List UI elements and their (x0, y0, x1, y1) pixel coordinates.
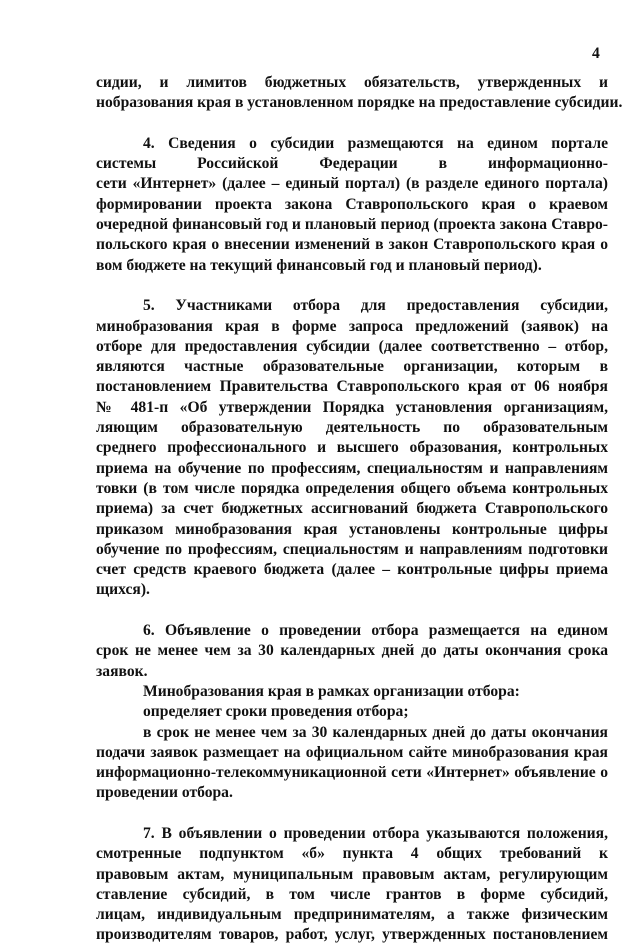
text-line: среднего профессионального и высшего образования, контрольных (96, 439, 608, 457)
text-line: сети «Интернет» (далее – единый портал) (в разделе единого портала) (96, 175, 608, 193)
text-line: являются частные образовательные организации, которым в (96, 358, 608, 376)
text-line: товки (в том числе порядка определения общего объема контрольных (96, 479, 608, 497)
text-line: в срок не менее чем за 30 календарных дней до даты окончания (143, 723, 608, 741)
text-line: проведении отбора. (96, 784, 233, 802)
text-line: смотренные подпунктом «б» пункта 4 общих требований к (96, 845, 608, 863)
paragraph-spacer (96, 114, 608, 134)
paragraph-p7 (96, 824, 608, 946)
paragraph-p6 (96, 621, 608, 804)
text-line: подачи заявок размещает на официальном сайте минобразования края (96, 743, 608, 761)
text-line: № 481-п «Об утверждении Порядка установления организациям, (96, 398, 608, 416)
text-line: обучение по профессиям, специальностям и направлениям подготовки (96, 540, 608, 558)
text-line: сидии, и лимитов бюджетных обязательств, утвержденных и (96, 74, 608, 91)
text-line: формировании проекта закона Ставропольского края о краевом (96, 195, 608, 213)
text-line: очередной финансовый год и плановый период (проекта закона Ставро- (96, 216, 608, 234)
text-line: приема) за счет бюджетных ассигнований бюджета Ставропольского (96, 500, 608, 518)
text-line: ляющим образовательную деятельность по образовательным (96, 419, 608, 437)
text-line: ставление субсидий, в том числе грантов в форме субсидий, (96, 885, 608, 903)
text-line: приказом минобразования края установлены контрольные цифры (96, 520, 608, 538)
text-line: минобразования края в форме запроса предложений (заявок) на (96, 317, 608, 335)
paragraph-spacer (96, 276, 608, 296)
paragraph-p5 (96, 296, 608, 600)
text-line: лицам, индивидуальным предпринимателям, а также физическим (96, 906, 608, 924)
text-line: информационно-телекоммуникационной сети «Интернет» объявление о (96, 764, 608, 782)
text-line: определяет сроки проведения отбора; (143, 703, 409, 721)
text-line: 5. Участниками отбора для предоставления субсидии, (143, 297, 608, 315)
text-line: отборе для предоставления субсидии (далее соответственно – отбор, (96, 337, 608, 355)
text-line: польского края о внесении изменений в закон Ставропольского края о (96, 236, 608, 254)
text-line: щихся). (96, 581, 150, 599)
paragraph-spacer (96, 804, 608, 824)
text-line: заявок. (96, 662, 148, 680)
text-line: Минобразования края в рамках организации отбора: (143, 682, 520, 700)
text-line: производителям товаров, работ, услуг, утвержденных постановлением (96, 926, 608, 944)
text-line: 6. Объявление о проведении отбора размещается на едином (143, 622, 608, 640)
text-line: приема на обучение по профессиям, специальностям и направлениям (96, 459, 608, 477)
text-line: нобразования края в установленном порядке на предоставление субсидии. (96, 94, 623, 112)
text-line: системы Российской Федерации в информационно- (96, 155, 608, 173)
paragraph-p0 (96, 73, 623, 114)
paragraph-p4 (96, 134, 608, 276)
text-line: постановлением Правительства Ставропольского края от 06 ноября (96, 378, 608, 396)
text-line: срок не менее чем за 30 календарных дней до даты окончания срока (96, 642, 608, 660)
text-line: 4. Сведения о субсидии размещаются на едином портале (143, 134, 608, 152)
document-body (96, 73, 623, 946)
paragraph-spacer (96, 601, 608, 621)
text-line: счет средств краевого бюджета (далее – контрольные цифры приема (96, 561, 608, 579)
page-number: 4 (592, 45, 600, 62)
text-line: 7. В объявлении о проведении отбора указываются положения, (143, 824, 608, 842)
text-line: правовым актам, муниципальным правовым актам, регулирующим (96, 865, 608, 883)
text-line: вом бюджете на текущий финансовый год и плановый период). (96, 256, 542, 274)
